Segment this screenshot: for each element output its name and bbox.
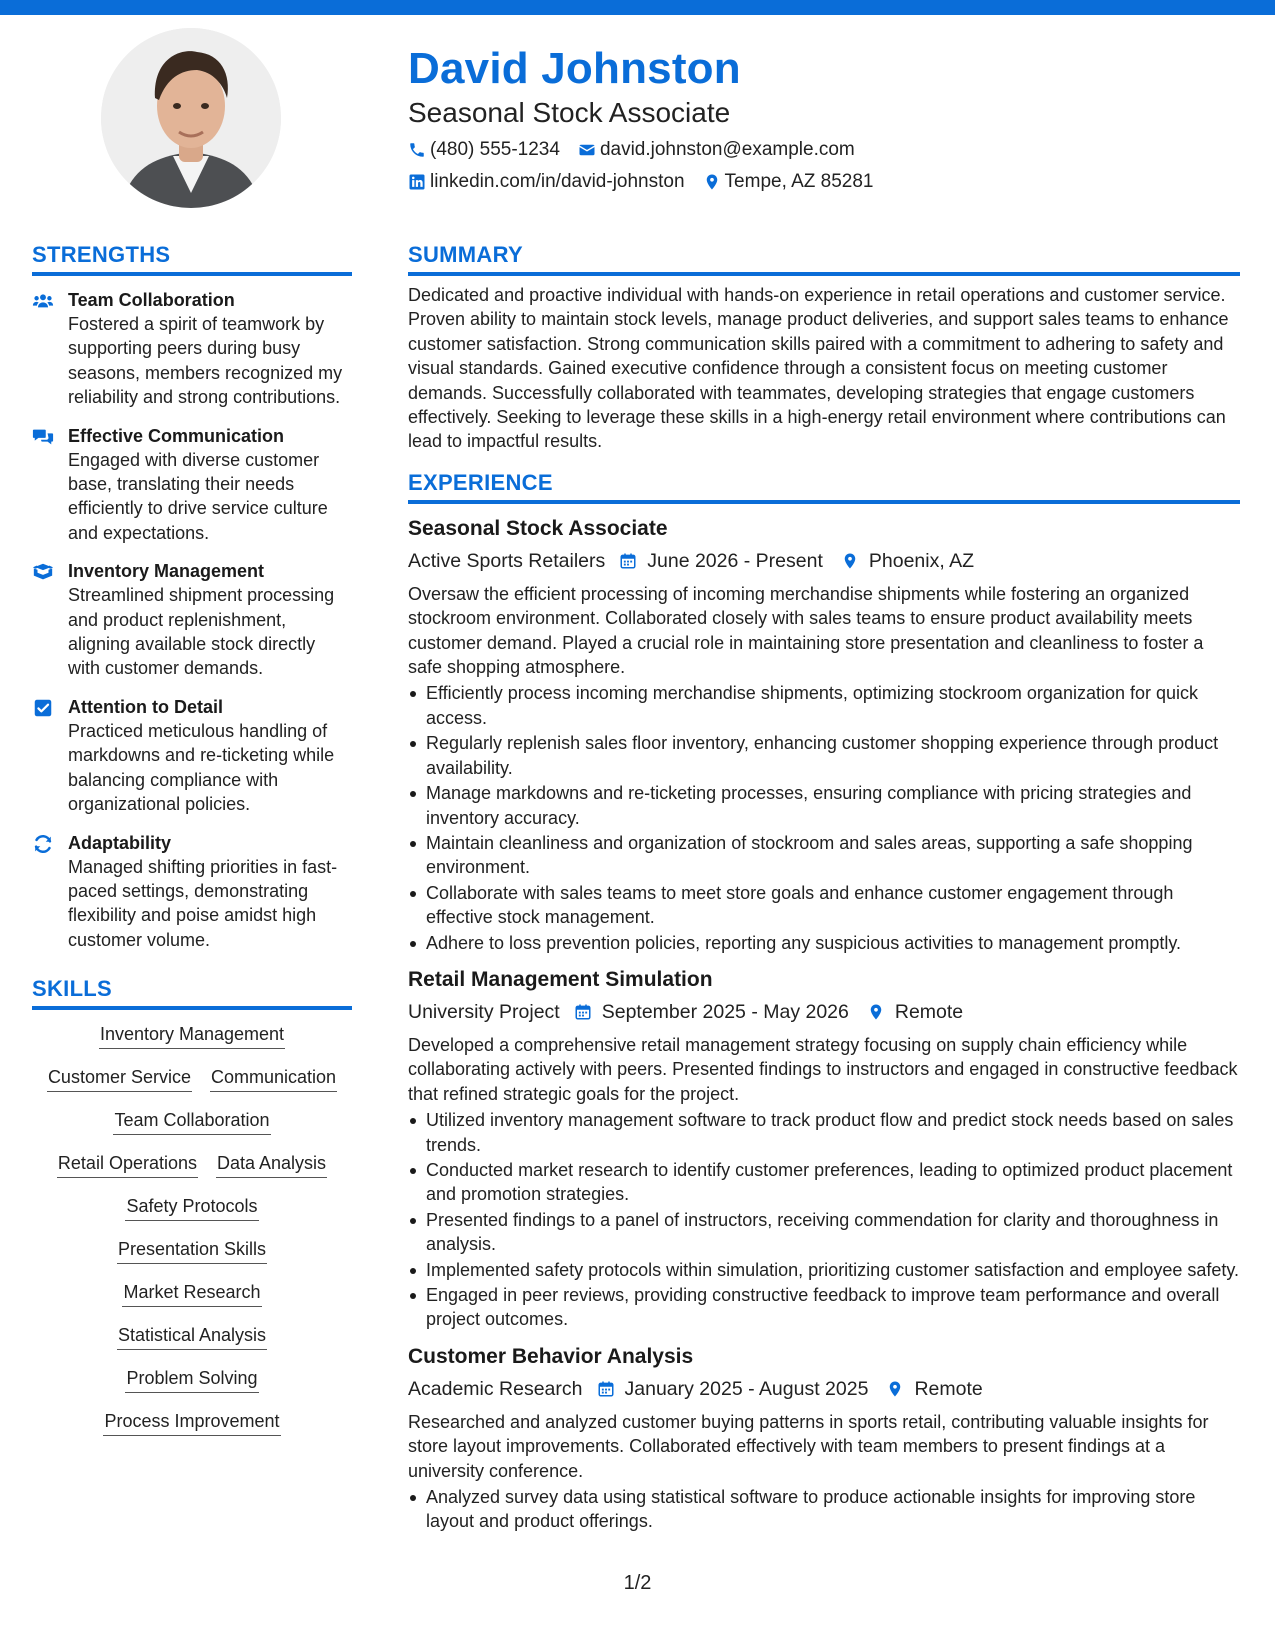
skill-row <box>116 1194 267 1221</box>
email-contact[interactable] <box>578 136 855 164</box>
portrait-image <box>101 28 281 208</box>
job-description: Oversaw the efficient processing of incoming merchandise shipments while fostering an organized stockroom environment. Collaborated closely with sales teams to ensure product availability meets customer demand. Played a crucial role in maintaining store presentation and cleanliness to foster a safe shopping atmosphere. <box>408 583 1204 678</box>
linkedin-contact[interactable] <box>408 168 685 196</box>
strength-title: Inventory Management <box>68 561 265 582</box>
skill-row <box>116 1366 267 1393</box>
skill-tag: Process Improvement <box>103 1409 280 1436</box>
job-dates: September 2025 - May 2026 <box>601 1000 849 1023</box>
strength-description: Managed shifting priorities in fast-paced settings, demonstrating flexibility and poise amidst high customer volume. <box>68 856 338 950</box>
contact-row-1 <box>408 136 1248 164</box>
strength-item <box>32 559 352 681</box>
sync-icon <box>32 833 54 855</box>
experience-list <box>408 514 1240 1534</box>
calendar-icon <box>619 552 637 570</box>
skill-row <box>94 1409 289 1436</box>
job-bullet: Conducted market research to identify customer preferences, leading to optimized product placement and promotion strategies. <box>408 1158 1240 1207</box>
skill-tag: Inventory Management <box>99 1022 285 1049</box>
strength-description: Engaged with diverse customer base, translating their needs efficiently to drive service culture and expectations. <box>68 449 328 543</box>
job-meta <box>408 1374 1240 1404</box>
job-bullet: Implemented safety protocols within simulation, prioritizing customer satisfaction and employee safety. <box>408 1258 1240 1282</box>
strength-title: Adaptability <box>68 832 172 853</box>
boxes-icon <box>32 561 54 583</box>
job-organization: Academic Research <box>408 1377 583 1400</box>
job-entry <box>408 514 1240 955</box>
skill-row <box>113 1280 270 1307</box>
map-pin-icon <box>703 173 721 191</box>
strength-body <box>68 424 352 546</box>
job-description: Researched and analyzed customer buying patterns in sports retail, contributing valuable insights for store layout improvements. Collaborated effectively with team members to present findings at a university conference. <box>408 1411 1209 1481</box>
checkbox-icon <box>32 697 54 719</box>
strength-item <box>32 424 352 546</box>
map-pin-icon <box>867 1003 885 1021</box>
job-title: Seasonal Stock Associate <box>408 516 668 540</box>
job-bullet: Presented findings to a panel of instructors, receiving commendation for clarity and thoroughness in analysis. <box>408 1208 1240 1257</box>
calendar-icon <box>574 1003 592 1021</box>
skills-heading: SKILLS <box>32 974 352 1010</box>
right-column <box>408 240 1240 1535</box>
job-meta <box>408 997 1240 1027</box>
skill-tag: Statistical Analysis <box>117 1323 267 1350</box>
skill-tag: Customer Service <box>47 1065 192 1092</box>
top-accent-bar <box>0 0 1275 15</box>
location-text: Tempe, AZ 85281 <box>724 171 874 192</box>
job-bullet: Regularly replenish sales floor inventory, enhancing customer shopping experience through product availability. <box>408 731 1240 780</box>
skill-row <box>48 1151 336 1178</box>
job-bullet-list <box>408 1108 1240 1332</box>
job-bullet: Engaged in peer reviews, providing constructive feedback to improve team performance and overall project outcomes. <box>408 1283 1240 1332</box>
skill-tag: Team Collaboration <box>113 1108 270 1135</box>
left-column <box>32 240 352 1452</box>
strength-description: Practiced meticulous handling of markdowns and re-ticketing while balancing compliance with organizational policies. <box>68 720 335 815</box>
skill-tag: Communication <box>210 1065 337 1092</box>
strength-body <box>68 288 352 410</box>
job-entry <box>408 965 1240 1332</box>
job-description: Developed a comprehensive retail management strategy focusing on supply chain efficiency while collaborating actively with peers. Presented findings to instructors and engaged in constructive feedback that refined strategic goals for the project. <box>408 1034 1238 1104</box>
job-bullet: Efficiently process incoming merchandise shipments, optimizing stockroom organization for quick access. <box>408 681 1240 730</box>
strength-title: Effective Communication <box>68 425 285 446</box>
job-organization: University Project <box>408 1000 560 1023</box>
strength-body <box>68 695 352 817</box>
skill-tag: Data Analysis <box>216 1151 327 1178</box>
job-location: Remote <box>894 1000 964 1023</box>
skill-row <box>108 1237 276 1264</box>
skill-row <box>104 1108 279 1135</box>
strength-description: Streamlined shipment processing and product replenishment, aligning available stock directly with customer demands. <box>68 585 335 679</box>
strengths-list <box>32 288 352 952</box>
strength-body <box>68 831 352 953</box>
job-bullet: Utilized inventory management software to track product flow and predict stock needs based on sales trends. <box>408 1108 1240 1157</box>
strengths-heading: STRENGTHS <box>32 240 352 276</box>
page-number: 1/2 <box>623 1572 652 1594</box>
linkedin-icon <box>408 173 426 191</box>
phone-contact[interactable] <box>408 136 560 164</box>
skill-row <box>38 1065 346 1092</box>
location-contact <box>703 168 874 196</box>
job-dates: January 2025 - August 2025 <box>624 1377 869 1400</box>
resume-header <box>408 42 1248 196</box>
job-bullet-list <box>408 681 1240 954</box>
candidate-role: Seasonal Stock Associate <box>408 97 731 128</box>
job-organization: Active Sports Retailers <box>408 549 606 572</box>
strength-title: Attention to Detail <box>68 696 223 717</box>
calendar-icon <box>597 1380 615 1398</box>
summary-heading: SUMMARY <box>408 240 1240 276</box>
skill-row <box>90 1022 294 1049</box>
job-bullet: Analyzed survey data using statistical software to produce actionable insights for improving store layout and product offerings. <box>408 1485 1240 1534</box>
contact-row-2 <box>408 168 1248 196</box>
job-entry <box>408 1342 1240 1534</box>
map-pin-icon <box>886 1380 904 1398</box>
job-meta <box>408 546 1240 576</box>
job-location: Phoenix, AZ <box>868 549 975 572</box>
skill-tag: Market Research <box>122 1280 261 1307</box>
strength-description: Fostered a spirit of teamwork by supporting peers during busy seasons, members recognized my reliability and strong contributions. <box>68 314 343 408</box>
comments-icon <box>32 426 54 448</box>
strength-item <box>32 831 352 953</box>
experience-heading: EXPERIENCE <box>408 468 1240 504</box>
job-bullet: Collaborate with sales teams to meet store goals and enhance customer engagement through effective stock management. <box>408 881 1240 930</box>
job-bullet: Manage markdowns and re-ticketing processes, ensuring compliance with pricing strategies and inventory accuracy. <box>408 781 1240 830</box>
job-title: Retail Management Simulation <box>408 967 713 991</box>
skills-list <box>32 1022 352 1452</box>
strength-title: Team Collaboration <box>68 290 235 310</box>
skill-tag: Safety Protocols <box>125 1194 258 1221</box>
phone-text: (480) 555-1234 <box>430 139 560 160</box>
job-dates: June 2026 - Present <box>647 549 823 572</box>
skill-row <box>108 1323 276 1350</box>
linkedin-text: linkedin.com/in/david-johnston <box>430 171 685 192</box>
skill-tag: Retail Operations <box>57 1151 198 1178</box>
phone-icon <box>408 141 426 159</box>
job-bullet: Maintain cleanliness and organization of stockroom and sales areas, supporting a safe shopping environment. <box>408 831 1240 880</box>
job-bullet: Adhere to loss prevention policies, reporting any suspicious activities to management promptly. <box>408 931 1240 955</box>
skill-tag: Problem Solving <box>125 1366 258 1393</box>
job-location: Remote <box>914 1377 983 1400</box>
map-pin-icon <box>841 552 859 570</box>
profile-photo <box>101 28 281 208</box>
candidate-name: David Johnston <box>408 44 741 93</box>
envelope-icon <box>578 141 596 159</box>
job-bullet-list <box>408 1485 1240 1534</box>
users-icon <box>32 290 54 312</box>
strength-item <box>32 288 352 410</box>
strength-body <box>68 559 352 681</box>
job-title: Customer Behavior Analysis <box>408 1344 694 1368</box>
email-text: david.johnston@example.com <box>599 139 855 160</box>
summary-text: Dedicated and proactive individual with hands-on experience in retail operations and customer service. Proven ability to maintain stock levels, manage product deliveries, and support sales teams to enhance customer satisfaction. Strong communication skills paired with a commitment to adhering to safety and visual standards. Gained executive confidence through a consistent focus on meeting customer demands. Successfully collaborated with teammates, developing strategies that engage customers effectively. Seeking to leverage these skills in a high-energy retail environment where contributions can lead to impactful results. <box>408 285 1229 452</box>
skill-tag: Presentation Skills <box>117 1237 267 1264</box>
strength-item <box>32 695 352 817</box>
